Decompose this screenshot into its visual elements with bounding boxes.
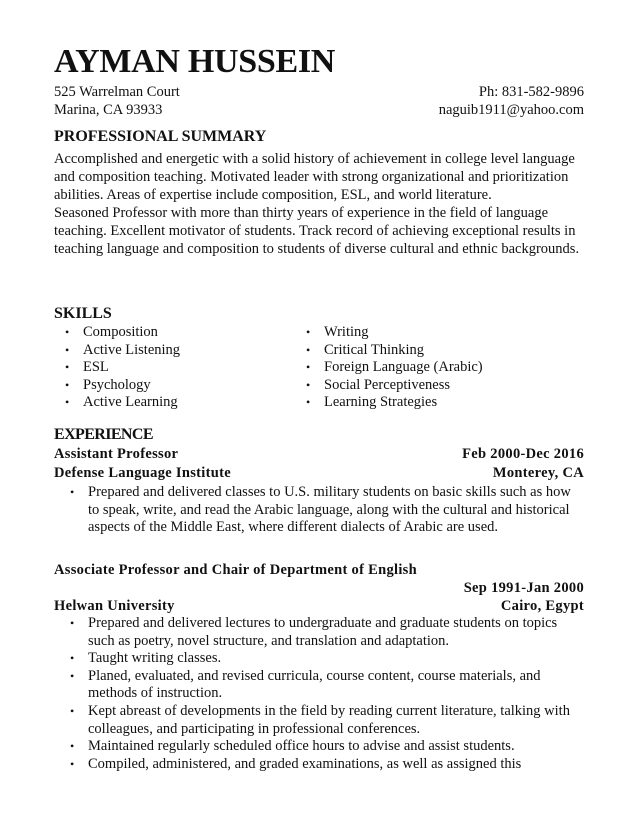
- list-item: • Compiled, administered, and graded examinations, as well as assigned this: [54, 756, 584, 774]
- summary-heading: PROFESSIONAL SUMMARY: [54, 128, 267, 145]
- job-title: Associate Professor and Chair of Department of English: [54, 562, 417, 578]
- skill-item: • Social Perceptiveness: [300, 377, 483, 395]
- skill-item: • Writing: [300, 324, 483, 342]
- list-item: • Prepared and delivered classes to U.S. military students on basic skills such as how to speak, write, and read the Arabic language, along with the cultural and historical aspects of the Middle East, where different dialects of Arabic are used.: [54, 484, 584, 537]
- skill-item: • ESL: [59, 359, 180, 377]
- skill-item: • Active Learning: [59, 394, 180, 412]
- summary-paragraph-1: Accomplished and energetic with a solid history of achievement in college level language and composition teaching. Motivated leader with strong organizational and prioritization abilities. Areas of expertise include composition, ESL, and world literature.: [54, 151, 575, 203]
- skills-left-column: [59, 324, 180, 412]
- skill-item: • Psychology: [59, 377, 180, 395]
- experience-heading: EXPERIENCE: [54, 426, 153, 443]
- list-item: • Prepared and delivered lectures to undergraduate and graduate students on topics such as poetry, novel structure, and translation and adaptation.: [54, 615, 584, 650]
- list-item: • Planed, evaluated, and revised curricula, course content, course materials, and methods of instruction.: [54, 668, 584, 703]
- address-line-1: 525 Warrelman Court: [54, 84, 180, 100]
- skill-item: • Active Listening: [59, 342, 180, 360]
- job-bullets: [54, 484, 584, 537]
- job-employer: Helwan University: [54, 598, 175, 614]
- skill-item: • Composition: [59, 324, 180, 342]
- job-dates: Feb 2000-Dec 2016: [462, 446, 584, 462]
- job-location: Monterey, CA: [492, 465, 584, 481]
- job-location: Cairo, Egypt: [500, 598, 584, 614]
- skills-heading: SKILLS: [54, 305, 112, 322]
- summary-body: [54, 150, 584, 258]
- skill-item: • Learning Strategies: [300, 394, 483, 412]
- address-line-2: Marina, CA 93933: [54, 102, 163, 118]
- job-title: Assistant Professor: [54, 446, 179, 462]
- skills-right-column: [300, 324, 483, 412]
- job-employer: Defense Language Institute: [54, 465, 231, 481]
- phone-number: Ph: 831-582-9896: [478, 84, 584, 100]
- list-item: • Maintained regularly scheduled office hours to advise and assist students.: [54, 738, 584, 756]
- job-dates: Sep 1991-Jan 2000: [463, 580, 584, 596]
- email-address: naguib1911@yahoo.com: [438, 102, 584, 118]
- list-item: • Taught writing classes.: [54, 650, 584, 668]
- job-bullets: [54, 615, 584, 773]
- candidate-name: AYMAN HUSSEIN: [54, 43, 336, 80]
- list-item: • Kept abreast of developments in the field by reading current literature, talking with colleagues, and participating in professional conferences.: [54, 703, 584, 738]
- summary-paragraph-2: Seasoned Professor with more than thirty years of experience in the field of language teaching. Excellent motivator of students. Track record of achieving exceptional results in teaching language and composition to students of diverse cultural and ethnic backgrounds.: [54, 205, 580, 257]
- skill-item: • Critical Thinking: [300, 342, 483, 360]
- skill-item: • Foreign Language (Arabic): [300, 359, 483, 377]
